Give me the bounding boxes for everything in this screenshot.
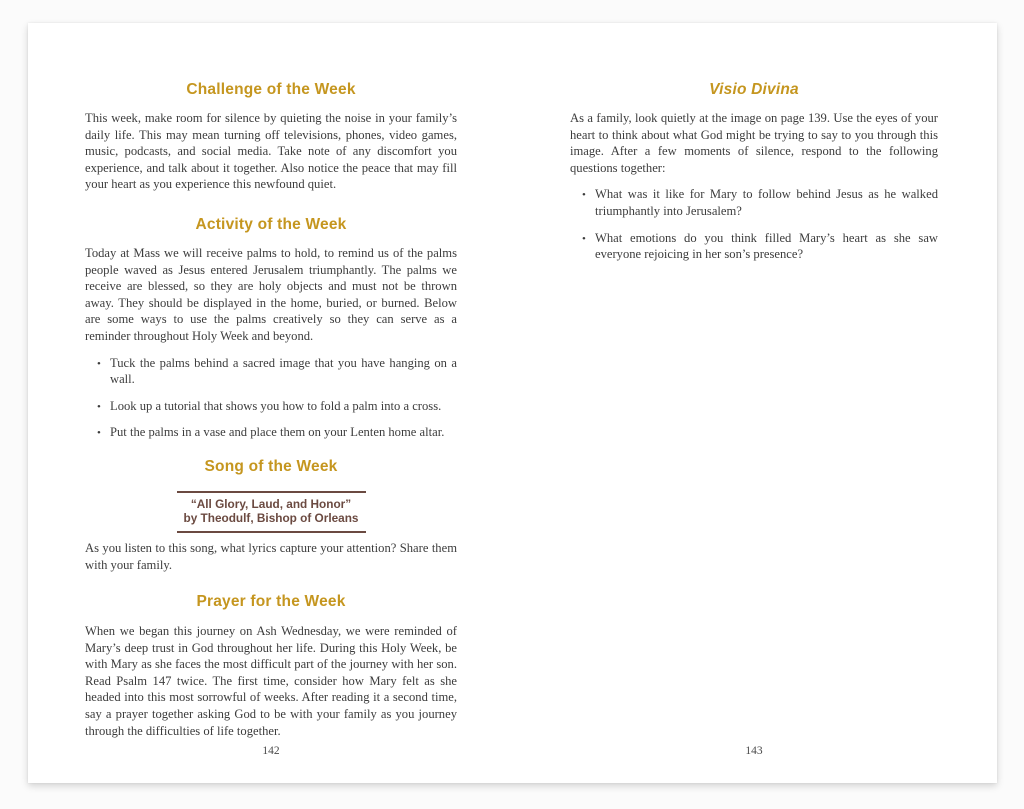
visio-divina-heading: Visio Divina: [709, 81, 799, 98]
left-page-number: 142: [262, 745, 280, 757]
activity-paragraph: Today at Mass we will receive palms to hold, to remind us of the palms people waved as Jesus entered Jerusalem triumphantly. The palms we receive are blessed, so they are holy objects and must not be thrown away. They should be displayed in the home, buried, or burned. Below are some ways to use the palms creatively so they can serve as a reminder throughout Holy Week and beyond.: [85, 245, 457, 343]
right-page: [570, 23, 938, 783]
bullet-item: • What emotions do you think filled Mary’s heart as she saw everyone rejoicing in her son’s presence?: [570, 230, 938, 263]
visio-bullet-list: [570, 186, 938, 262]
song-callout: [85, 491, 457, 533]
activity-of-the-week-heading: Activity of the Week: [195, 215, 347, 233]
visio-paragraph: As a family, look quietly at the image on page 139. Use the eyes of your heart to think about what God might be trying to say to you through this image. After a few moments of silence, respond to the following questions together:: [570, 111, 938, 175]
song-author: by Theodulf, Bishop of Orleans: [183, 511, 359, 526]
prayer-paragraph: When we began this journey on Ash Wednesday, we were reminded of Mary’s deep trust in God throughout her life. During this Holy Week, be with Mary as she faces the most difficult part of the journey with her son. Read Psalm 147 twice. The first time, consider how Mary felt as she headed into this most sorrowful of weeks. After reading it a second time, say a prayer together asking God to be with your family as you journey through the difficulties of life together.: [85, 624, 457, 738]
left-page: [85, 23, 457, 783]
song-paragraph: As you listen to this song, what lyrics capture your attention? Share them with your family.: [85, 540, 457, 572]
bullet-item: • Tuck the palms behind a sacred image that you have hanging on a wall.: [85, 355, 457, 388]
song-title: “All Glory, Laud, and Honor”: [190, 496, 352, 511]
prayer-for-the-week-heading: Prayer for the Week: [196, 593, 346, 611]
right-page-number: 143: [745, 745, 763, 757]
song-of-the-week-heading: Song of the Week: [204, 457, 338, 475]
book-sheet: [28, 23, 997, 783]
challenge-paragraph: This week, make room for silence by quieting the noise in your family’s daily life. This may mean turning off televisions, phones, video games, music, podcasts, and social media. Take note of any discomfort you experience, and talk about it together. Also notice the peace that may fill your heart as you experience this newfound quiet.: [85, 111, 457, 192]
bullet-item: • Look up a tutorial that shows you how to fold a palm into a cross.: [85, 398, 457, 415]
bullet-item: • Put the palms in a vase and place them on your Lenten home altar.: [85, 424, 457, 441]
activity-bullet-list: [85, 355, 457, 441]
song-title-box: [177, 491, 366, 533]
challenge-of-the-week-heading: Challenge of the Week: [186, 81, 356, 98]
bullet-item: • What was it like for Mary to follow behind Jesus as he walked triumphantly into Jerusalem?: [570, 186, 938, 219]
